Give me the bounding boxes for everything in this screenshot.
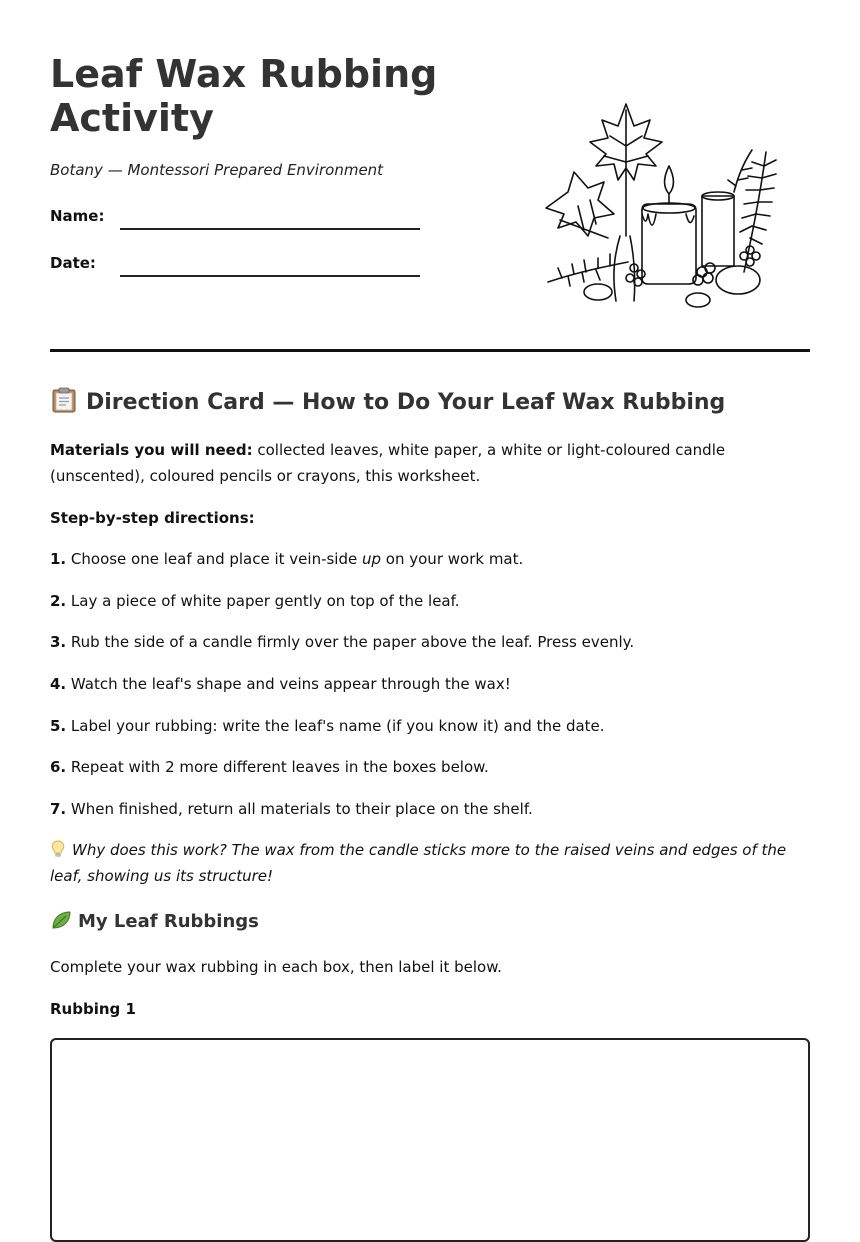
name-field [50, 207, 420, 237]
materials-label: Materials you will need: [50, 441, 253, 459]
worksheet-header [50, 0, 810, 352]
page-title: Leaf Wax Rubbing Activity [50, 52, 438, 140]
clipboard-icon [50, 387, 78, 413]
step-item [50, 546, 523, 572]
rubbings-heading [50, 910, 259, 932]
lightbulb-icon [50, 840, 66, 858]
step-text: Choose one leaf and place it vein-side [66, 550, 362, 568]
direction-card-heading-text: Direction Card — How to Do Your Leaf Wax Rubbing [86, 390, 726, 415]
step-number: 7. [50, 800, 67, 818]
rubbing-label: Rubbing 1 [50, 1000, 136, 1018]
step-text: When finished, return all materials to their place on the shelf. [66, 800, 533, 818]
name-label: Name: [50, 207, 105, 225]
name-line [120, 228, 420, 230]
step-number: 1. [50, 550, 67, 568]
tip-text: Why does this work? The wax from the candle sticks more to the raised veins and edges of the leaf, showing us its structure! [50, 841, 787, 885]
step-item [50, 713, 605, 739]
step-item [50, 588, 460, 614]
leaf-icon [50, 910, 72, 930]
leaf-candle-illustration [538, 96, 798, 316]
step-item [50, 796, 533, 822]
step-text: Repeat with 2 more different leaves in the boxes below. [66, 758, 489, 776]
step-number: 3. [50, 633, 67, 651]
steps-heading: Step-by-step directions: [50, 509, 255, 527]
rubbings-heading-text: My Leaf Rubbings [78, 911, 259, 932]
step-item [50, 754, 489, 780]
rubbings-instructions: Complete your wax rubbing in each box, then label it below. [50, 958, 502, 976]
step-text: Rub the side of a candle firmly over the paper above the leaf. Press evenly. [66, 633, 635, 651]
date-line [120, 275, 420, 277]
step-item [50, 629, 634, 655]
direction-card-heading [50, 387, 725, 415]
page-subtitle: Botany — Montessori Prepared Environment [50, 161, 384, 179]
step-text-end: on your work mat. [381, 550, 524, 568]
step-number: 5. [50, 717, 67, 735]
rubbing-box[interactable] [50, 1038, 810, 1242]
step-text: Watch the leaf's shape and veins appear through the wax! [66, 675, 511, 693]
step-number: 6. [50, 758, 67, 776]
step-text: Lay a piece of white paper gently on top of the leaf. [66, 592, 460, 610]
step-item [50, 671, 511, 697]
step-text: Label your rubbing: write the leaf's name (if you know it) and the date. [66, 717, 605, 735]
tip-note [50, 837, 790, 889]
step-emphasis: up [362, 550, 382, 568]
materials-text: collected leaves, white paper, a white or light-coloured candle (unscented), coloured pencils or crayons, this worksheet. [50, 441, 726, 485]
materials-paragraph [50, 437, 780, 489]
date-field [50, 254, 420, 284]
date-label: Date: [50, 254, 96, 272]
header-divider [50, 349, 810, 352]
step-number: 4. [50, 675, 67, 693]
step-number: 2. [50, 592, 67, 610]
worksheet-page [50, 0, 810, 1018]
